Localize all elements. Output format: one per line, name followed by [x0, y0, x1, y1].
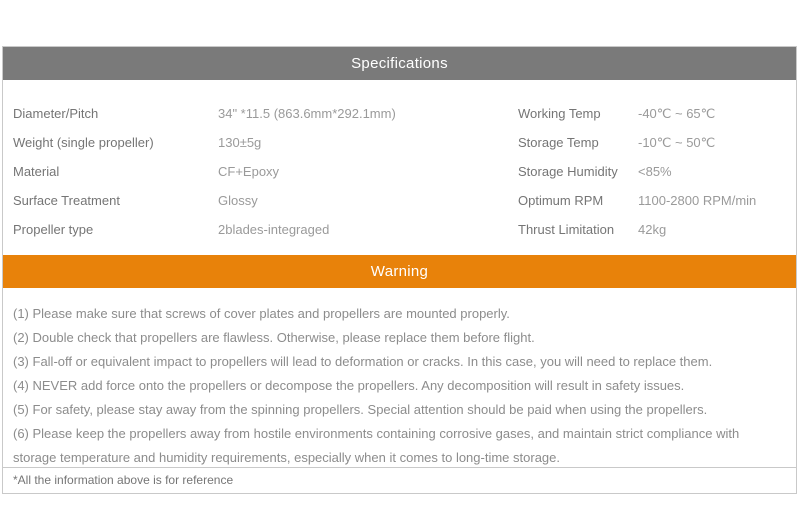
spec-value-propeller-type: 2blades-integraged — [218, 222, 330, 237]
spec-row — [13, 128, 796, 157]
spec-label-storage-temp: Storage Temp — [518, 135, 599, 150]
spec-row — [13, 157, 796, 186]
footer — [3, 467, 796, 493]
specifications-header — [3, 47, 796, 80]
specifications-table — [3, 80, 796, 255]
spec-value-surface-treatment: Glossy — [218, 193, 258, 208]
spec-label-material: Material — [13, 164, 60, 179]
warning-item-5: (5) For safety, please stay away from the spinning propellers. Special attention should be paid when using the propellers. — [13, 402, 708, 417]
spec-label-surface-treatment: Surface Treatment — [13, 193, 120, 208]
spec-value-optimum-rpm: 1100-2800 RPM/min — [638, 193, 757, 208]
spec-value-diameter-pitch: 34" *11.5 (863.6mm*292.1mm) — [218, 106, 396, 121]
spec-value-material: CF+Epoxy — [218, 164, 280, 179]
spec-label-working-temp: Working Temp — [518, 106, 601, 121]
spec-row — [13, 186, 796, 215]
spec-value-storage-humidity: <85% — [638, 164, 672, 179]
spec-label-thrust-limitation: Thrust Limitation — [518, 222, 615, 237]
warning-item-1: (1) Please make sure that screws of cover plates and propellers are mounted properly. — [13, 306, 510, 321]
warning-list — [3, 288, 796, 467]
spec-row — [13, 99, 796, 128]
warning-header — [3, 255, 796, 288]
specifications-title: Specifications — [351, 55, 448, 72]
spec-label-optimum-rpm: Optimum RPM — [518, 193, 604, 208]
spec-label-propeller-type: Propeller type — [13, 222, 94, 237]
spec-value-storage-temp: -10℃ ~ 50℃ — [638, 134, 716, 150]
spec-row — [13, 215, 796, 244]
warning-title: Warning — [370, 263, 429, 280]
spec-value-working-temp: -40℃ ~ 65℃ — [638, 105, 716, 121]
warning-item-3: (3) Fall-off or equivalent impact to propellers will lead to deformation or cracks. In this case, you will need to replace them. — [13, 354, 713, 369]
warning-item-2: (2) Double check that propellers are flawless. Otherwise, please replace them before flight. — [13, 330, 535, 345]
footer-note: *All the information above is for reference — [13, 473, 234, 487]
spec-value-weight: 130±5g — [218, 135, 262, 150]
warning-item-6: (6) Please keep the propellers away from hostile environments containing corrosive gases, and maintain strict compliance with storage temperature and humidity requirements, especially when it comes to long-time storage. — [13, 426, 740, 465]
spec-value-thrust-limitation: 42kg — [638, 222, 667, 237]
warning-item-4: (4) NEVER add force onto the propellers or decompose the propellers. Any decomposition will result in safety issues. — [13, 378, 685, 393]
spec-label-weight: Weight (single propeller) — [13, 135, 154, 150]
spec-label-diameter-pitch: Diameter/Pitch — [13, 106, 99, 121]
spec-label-storage-humidity: Storage Humidity — [518, 164, 618, 179]
spec-sheet — [2, 46, 797, 494]
